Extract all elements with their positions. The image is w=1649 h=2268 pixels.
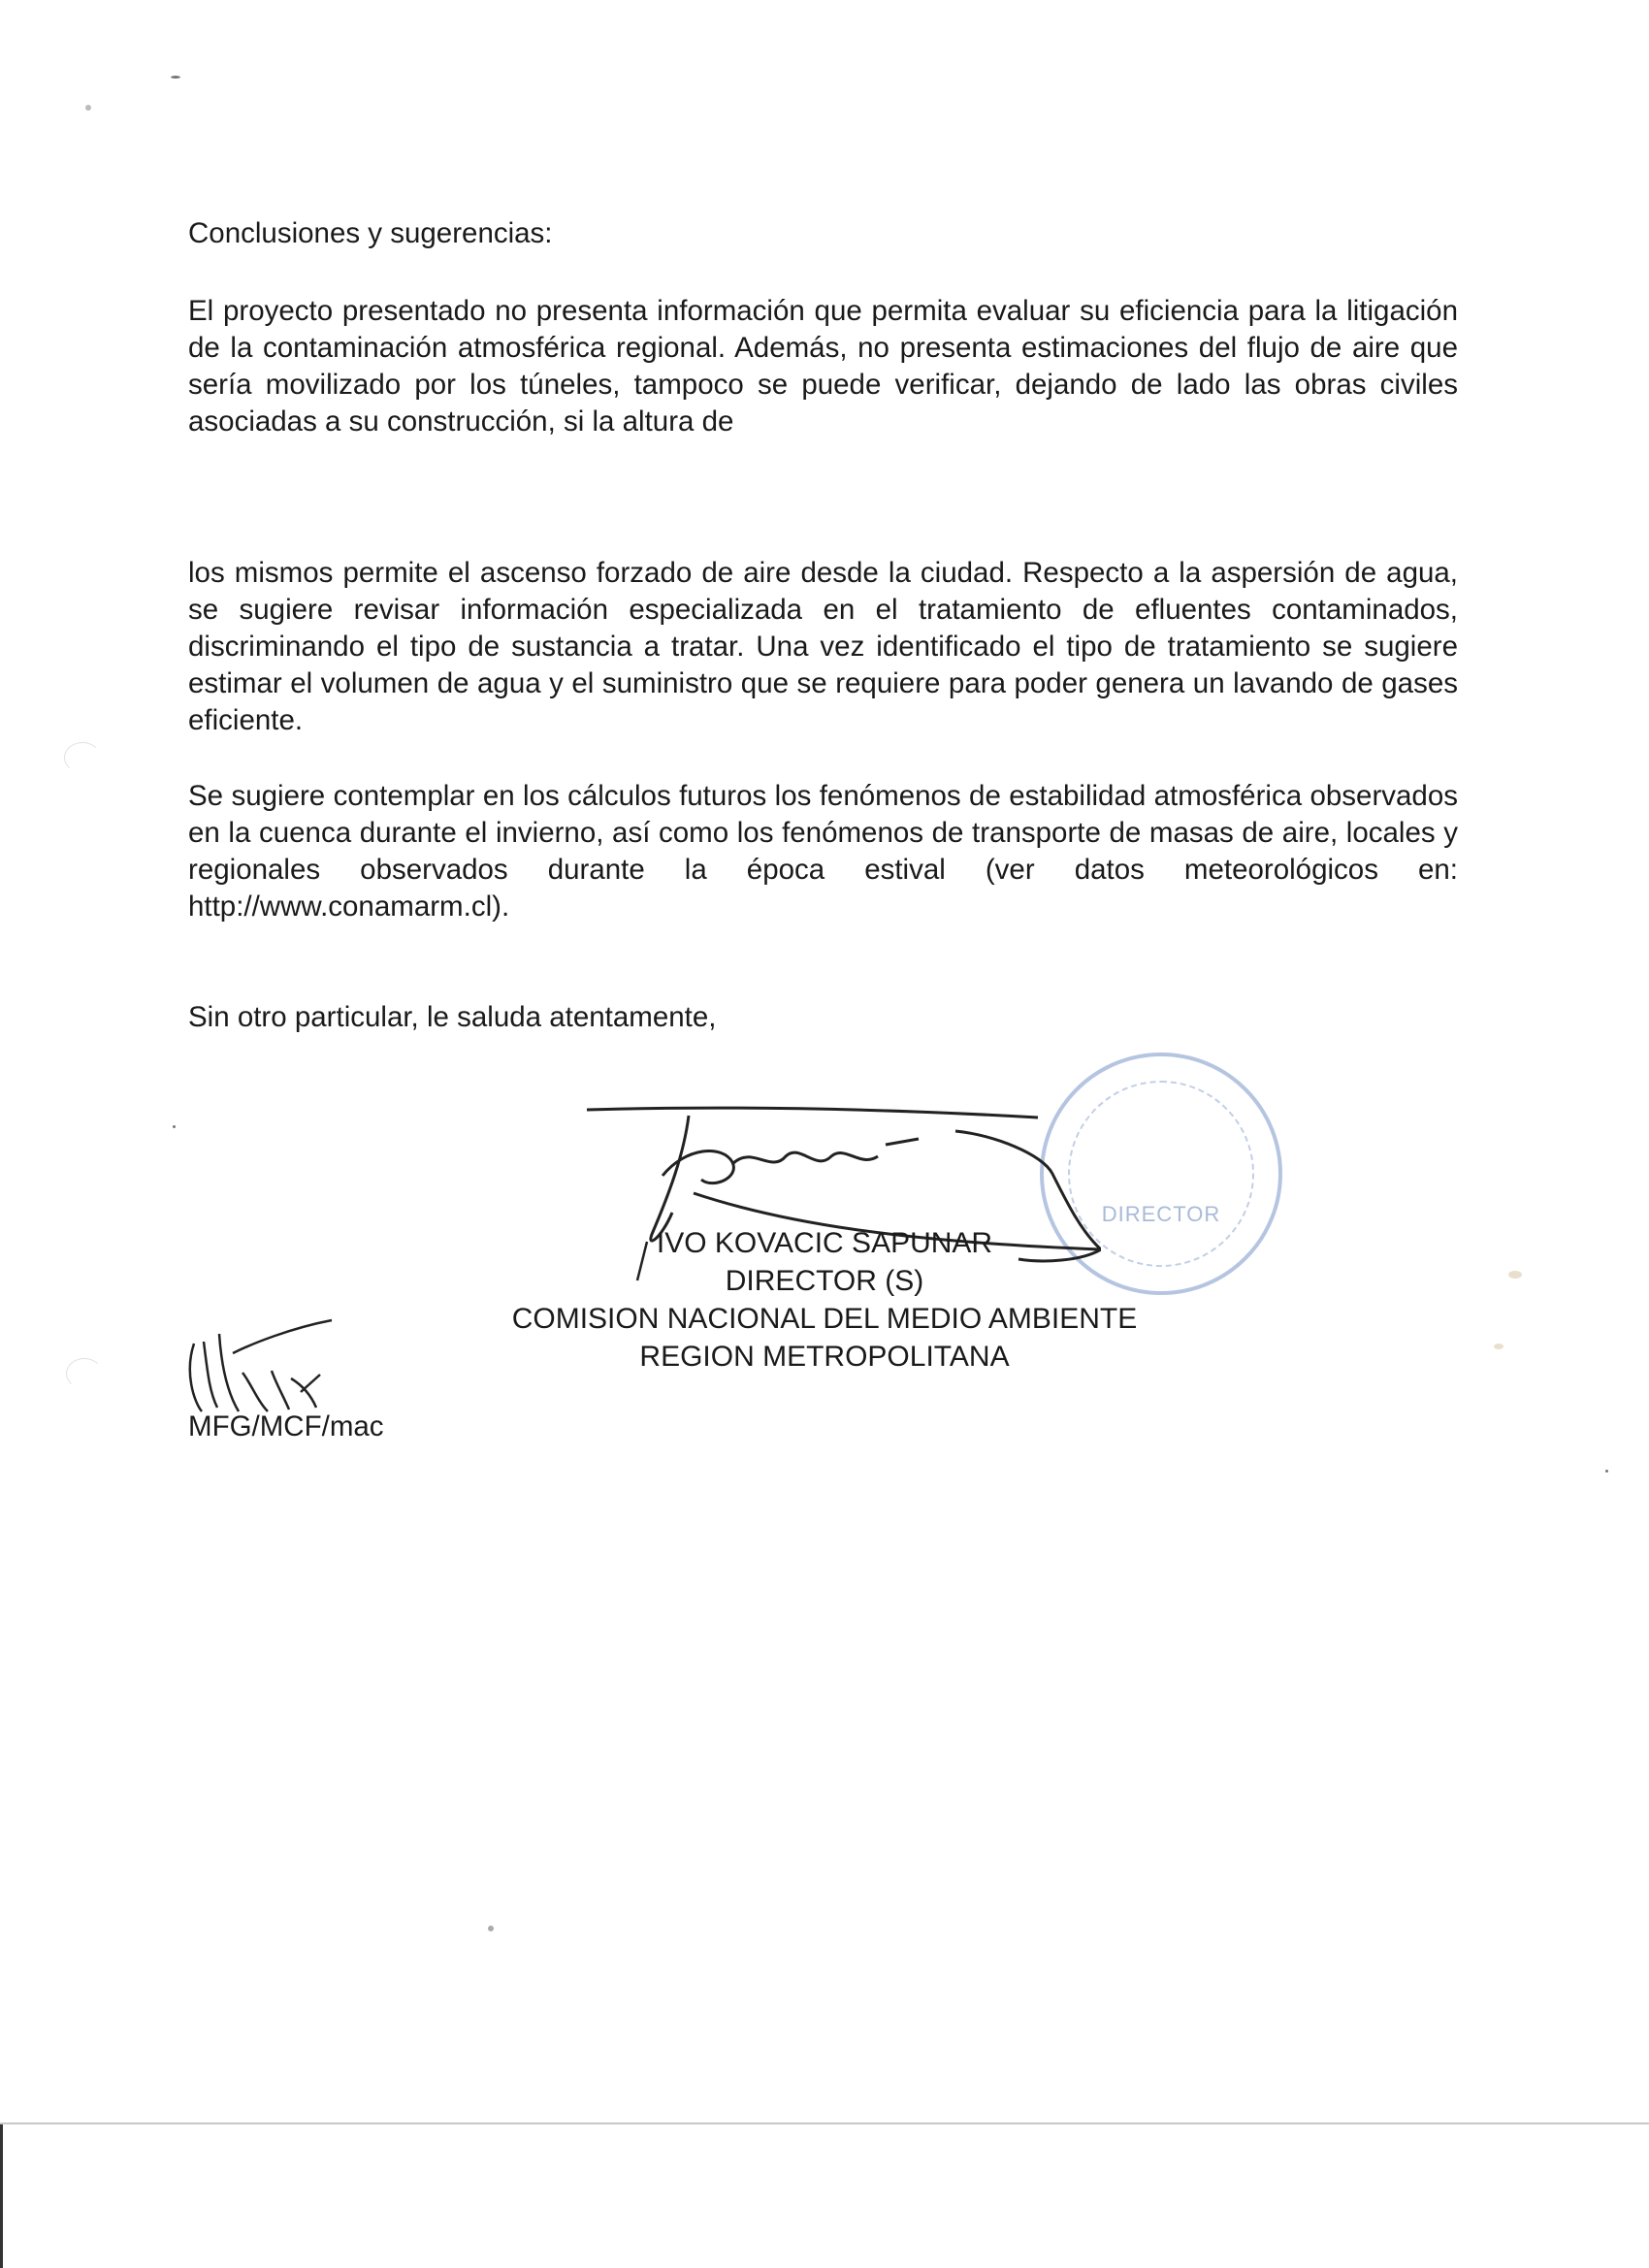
- punch-hole-mark: [66, 1358, 103, 1389]
- signatory-region: REGION METROPOLITANA: [639, 1341, 1010, 1373]
- signatory-organization: COMISION NACIONAL DEL MEDIO AMBIENTE: [511, 1303, 1138, 1335]
- scan-speck: [85, 105, 91, 111]
- scan-speck: [173, 1125, 176, 1128]
- scan-speck: [1494, 1344, 1504, 1349]
- handwritten-initials: [175, 1314, 349, 1421]
- paragraph-2: [188, 555, 1458, 739]
- section-heading: Conclusiones y sugerencias:: [188, 217, 553, 249]
- scan-edge-line: [0, 2122, 1649, 2124]
- signature-block: [388, 1224, 1261, 1376]
- paragraph-2-text: los mismos permite el ascenso forzado de aire desde la ciudad. Respecto a la aspersión de agua, se sugiere revisar información especializada en el tratamiento de efluentes contaminados, discriminando el tipo de sustancia a tratar. Una vez identificado el tipo de tratamiento se sugiere estimar el volumen de agua y el suministro que se requiere para poder genera un lavando de gases eficiente.: [188, 557, 1458, 736]
- closing-salutation: Sin otro particular, le saluda atentamente,: [188, 1001, 717, 1033]
- scan-speck: [488, 1926, 494, 1931]
- signatory-title: DIRECTOR (S): [725, 1265, 924, 1297]
- paragraph-1-text: El proyecto presentado no presenta información que permita evaluar su eficiencia para la litigación de la contaminación atmosférica regional. Además, no presenta estimaciones del flujo de aire que sería movilizado por los túneles, tampoco se puede verificar, dejando de lado las obras civiles asociadas a su construcción, si la altura de: [188, 295, 1458, 437]
- punch-hole-mark: [64, 742, 101, 773]
- scan-speck: [1605, 1470, 1608, 1473]
- scan-speck: [171, 76, 180, 79]
- paragraph-1: [188, 293, 1458, 440]
- paragraph-3: [188, 778, 1458, 925]
- scan-edge-left: [0, 2124, 3, 2268]
- signatory-name: IVO KOVACIC SAPUNAR: [656, 1227, 993, 1259]
- scan-speck: [1508, 1271, 1522, 1279]
- paragraph-3-text: Se sugiere contemplar en los cálculos futuros los fenómenos de estabilidad atmosférica observados en la cuenca durante el invierno, así como los fenómenos de transporte de masas de aire, locales y regionales observados durante la época estival (ver datos meteorológicos en: http://www.conamarm.cl).: [188, 780, 1458, 923]
- reference-initials: MFG/MCF/mac: [188, 1410, 384, 1442]
- stamp-label: DIRECTOR: [1101, 1202, 1221, 1226]
